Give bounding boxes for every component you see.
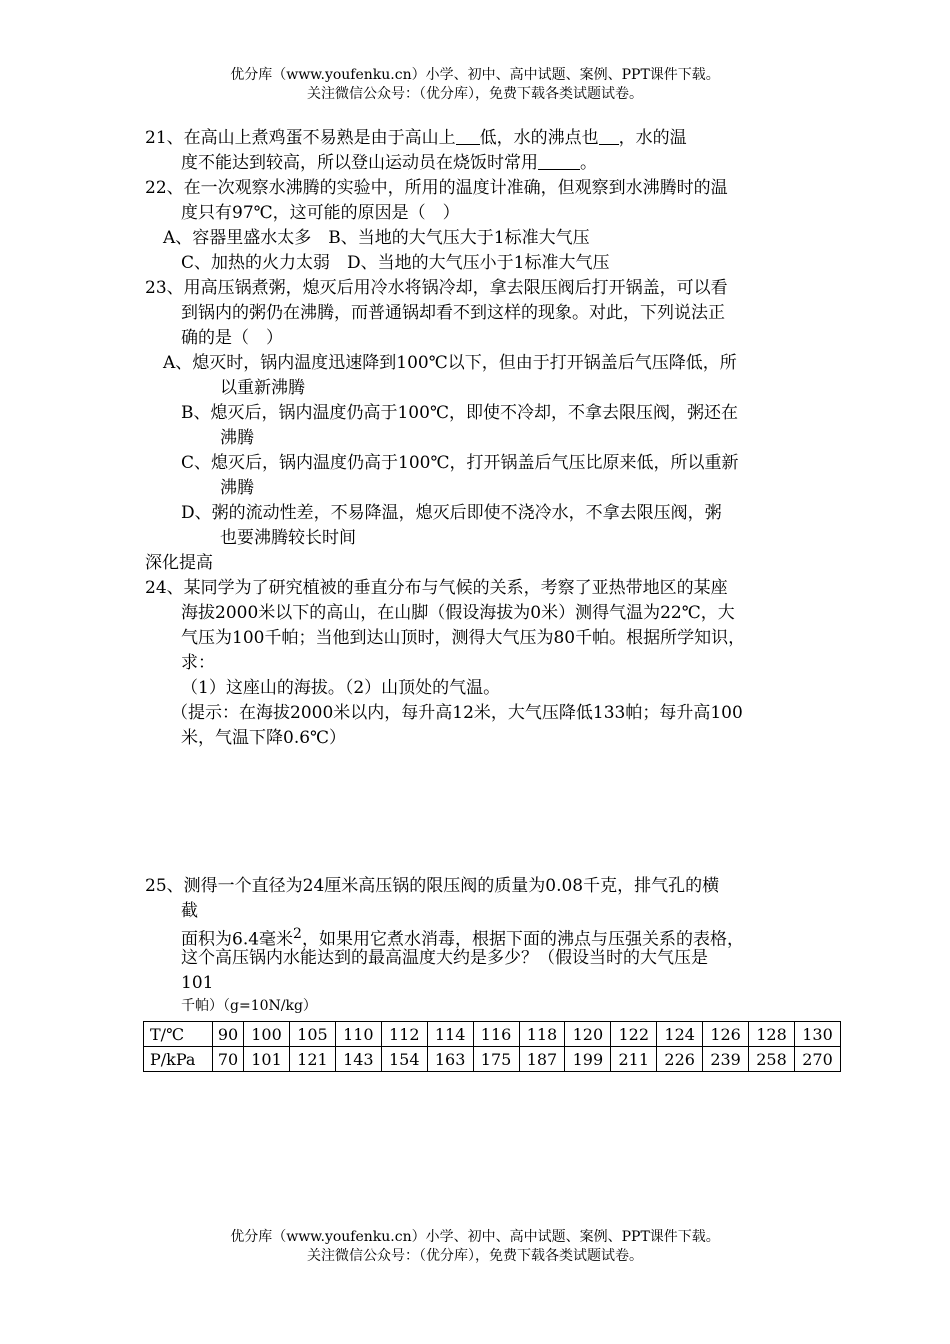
table-cell: 124 xyxy=(657,1022,703,1047)
q23-line-1: 23、用高压锅煮粥，熄灭后用冷水将锅冷却，拿去限压阀后打开锅盖，可以看 xyxy=(145,278,728,298)
q21-line-1 xyxy=(145,126,687,150)
table-cell: 239 xyxy=(703,1047,749,1072)
q21-text-b: 低，水的沸点也 xyxy=(479,128,599,148)
q23-line-3: 确的是（ ） xyxy=(181,328,283,348)
footer-line-1: 优分库（www.youfenku.cn）小学、初中、高中试题、案例、PPT课件下载。 xyxy=(230,1229,720,1245)
table-row-label: T/℃ xyxy=(144,1022,213,1047)
q24-line-4: 求： xyxy=(181,653,215,673)
table-cell: 226 xyxy=(657,1047,703,1072)
q24-hint-line-2: 米，气温下降0.6℃） xyxy=(181,728,347,748)
table-cell: 211 xyxy=(611,1047,657,1072)
q23-option-b-line-1: B、熄灭后，锅内温度仍高于100℃，即使不冷却，不拿去限压阀，粥还在 xyxy=(181,403,738,423)
table-cell: 130 xyxy=(794,1022,840,1047)
q25-text-rest: ，如果用它煮水消毒，根据下面的沸点与压强关系的表格， xyxy=(301,929,744,950)
q21-line-2 xyxy=(181,151,597,175)
table-row-pressure xyxy=(144,1047,841,1072)
table-cell: 112 xyxy=(381,1022,427,1047)
table-cell: 258 xyxy=(749,1047,795,1072)
page-header xyxy=(0,66,950,104)
q23-option-c-line-2: 沸腾 xyxy=(220,478,254,498)
q24-hint-line-1: （提示：在海拔2000米以内，每升高12米，大气压降低133帕；每升高100 xyxy=(171,703,743,723)
table-cell: 163 xyxy=(427,1047,473,1072)
table-cell: 100 xyxy=(244,1022,290,1047)
q23-option-a-line-1: A、熄灭时，锅内温度迅速降到100℃以下，但由于打开锅盖后气压降低，所 xyxy=(163,353,737,373)
q23-option-b-line-2: 沸腾 xyxy=(220,428,254,448)
q21-text-a: 21、在高山上煮鸡蛋不易熟是由于高山上 xyxy=(145,128,456,148)
q21-text-e: 。 xyxy=(580,153,597,173)
q21-text-d: 度不能达到较高，所以登山运动员在烧饭时常用 xyxy=(181,153,538,173)
q25-line-4: 这个高压锅内水能达到的最高温度大约是多少？（假设当时的大气压是 xyxy=(181,948,708,968)
q22-options-cd: C、加热的火力太弱 D、当地的大气压小于1标准大气压 xyxy=(181,253,610,273)
q21-text-c: ，水的温 xyxy=(618,128,687,148)
q25-line-1: 25、测得一个直径为24厘米高压锅的限压阀的质量为0.08千克，排气孔的横 xyxy=(145,876,720,896)
q25-superscript: 2 xyxy=(293,926,302,942)
table-cell: 105 xyxy=(289,1022,335,1047)
q23-option-a-line-2: 以重新沸腾 xyxy=(220,378,305,398)
boiling-point-table xyxy=(143,1021,841,1072)
table-cell: 175 xyxy=(473,1047,519,1072)
table-cell: 110 xyxy=(335,1022,381,1047)
q24-line-3: 气压为100千帕；当他到达山顶时，测得大气压为80千帕。根据所学知识， xyxy=(181,628,746,648)
table-cell: 118 xyxy=(519,1022,565,1047)
q24-line-5: （1）这座山的海拔。（2）山顶处的气温。 xyxy=(181,678,501,698)
table-row-temperature xyxy=(144,1022,841,1047)
q23-option-d-line-1: D、粥的流动性差，不易降温，熄灭后即使不浇冷水，不拿去限压阀，粥 xyxy=(181,503,722,523)
table-row-label: P/kPa xyxy=(144,1047,213,1072)
table-cell: 143 xyxy=(335,1047,381,1072)
q23-line-2: 到锅内的粥仍在沸腾，而普通锅却看不到这样的现象。对此，下列说法正 xyxy=(181,303,725,323)
q22-options-ab: A、容器里盛水太多 B、当地的大气压大于1标准大气压 xyxy=(163,228,590,248)
q21-blank-2[interactable] xyxy=(599,126,619,145)
table-cell: 90 xyxy=(213,1022,244,1047)
table-cell: 70 xyxy=(213,1047,244,1072)
q22-line-1: 22、在一次观察水沸腾的实验中，所用的温度计准确，但观察到水沸腾时的温 xyxy=(145,178,728,198)
table-cell: 187 xyxy=(519,1047,565,1072)
q24-line-2: 海拔2000米以下的高山，在山脚（假设海拔为0米）测得气温为22℃，大 xyxy=(181,603,735,623)
header-line-1: 优分库（www.youfenku.cn）小学、初中、高中试题、案例、PPT课件下载。 xyxy=(230,67,720,83)
table-cell: 122 xyxy=(611,1022,657,1047)
q23-option-d-line-2: 也要沸腾较长时间 xyxy=(220,528,356,548)
q25-line-5: 101 xyxy=(181,973,214,993)
q25-text-area: 面积为6.4毫米 xyxy=(181,929,294,950)
section-heading: 深化提高 xyxy=(145,553,213,573)
table-cell: 154 xyxy=(381,1047,427,1072)
table-cell: 128 xyxy=(749,1022,795,1047)
header-line-2: 关注微信公众号：（优分库），免费下载各类试题试卷。 xyxy=(307,86,643,102)
table-cell: 101 xyxy=(244,1047,290,1072)
q22-line-2: 度只有97℃，这可能的原因是（ ） xyxy=(181,203,460,223)
table-cell: 121 xyxy=(289,1047,335,1072)
table-cell: 116 xyxy=(473,1022,519,1047)
q25-line-6: 千帕）（g=10N/kg） xyxy=(181,998,317,1014)
table-cell: 199 xyxy=(565,1047,611,1072)
q23-option-c-line-1: C、熄灭后，锅内温度仍高于100℃，打开锅盖后气压比原来低，所以重新 xyxy=(181,453,739,473)
q25-line-2: 截 xyxy=(181,901,198,921)
page-footer xyxy=(0,1228,950,1266)
q21-blank-3[interactable] xyxy=(538,151,580,170)
table-cell: 126 xyxy=(703,1022,749,1047)
footer-line-2: 关注微信公众号：（优分库），免费下载各类试题试卷。 xyxy=(307,1248,643,1264)
table-cell: 270 xyxy=(794,1047,840,1072)
table-cell: 114 xyxy=(427,1022,473,1047)
q24-line-1: 24、某同学为了研究植被的垂直分布与气候的关系，考察了亚热带地区的某座 xyxy=(145,578,728,598)
q21-blank-1[interactable] xyxy=(456,126,480,145)
table-cell: 120 xyxy=(565,1022,611,1047)
